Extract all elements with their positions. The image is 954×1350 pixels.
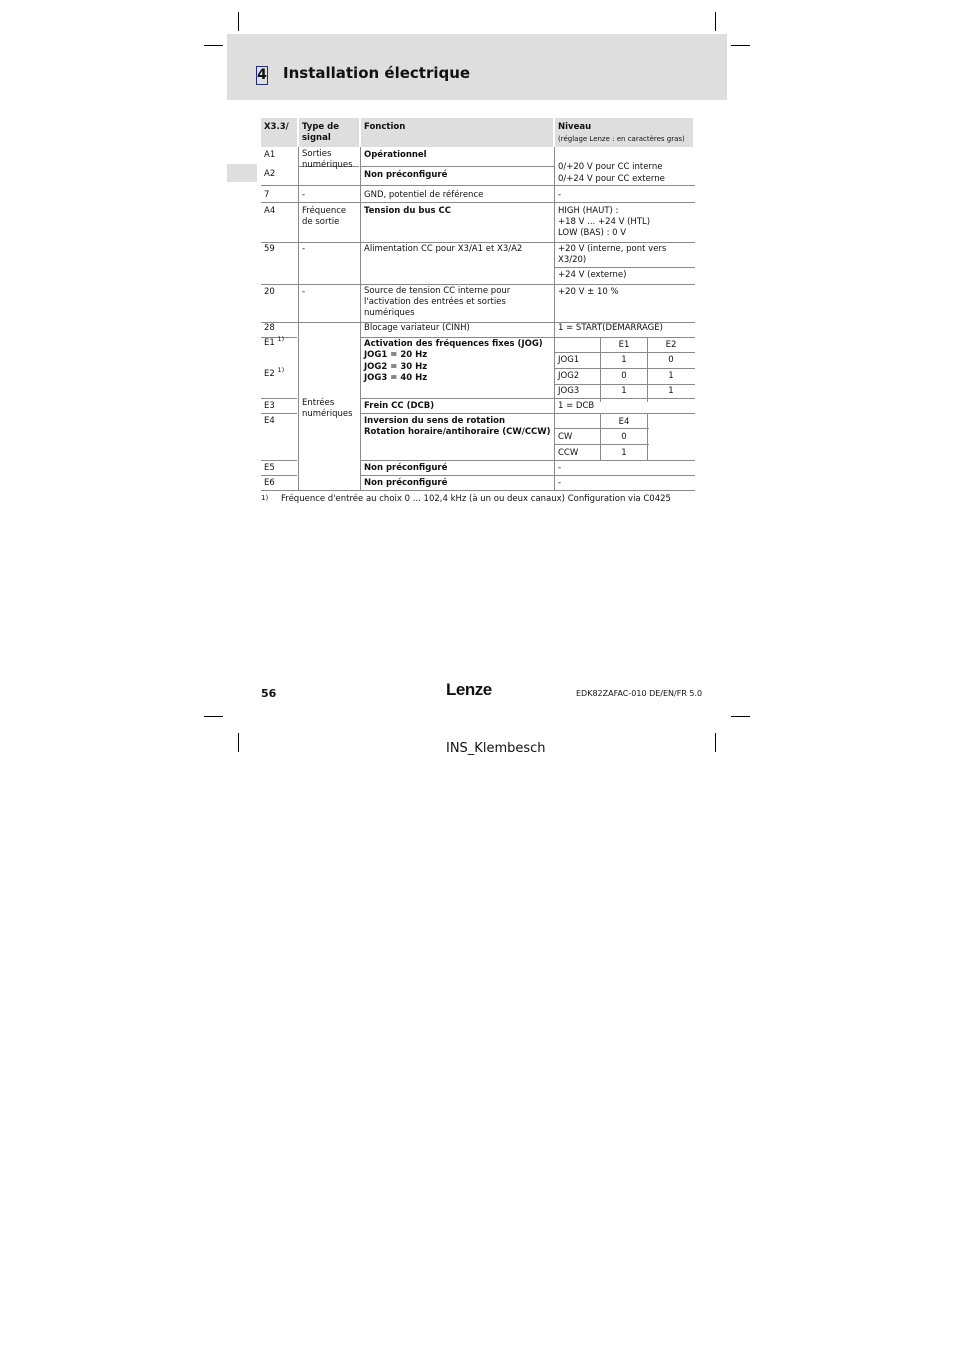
function-cell: Inversion du sens de rotation — [364, 416, 506, 426]
column-header-terminal: X3.3/ — [264, 122, 289, 132]
function-cell: JOG2 = 30 Hz — [364, 362, 428, 372]
function-cell: GND, potentiel de référence — [364, 190, 484, 200]
row-rule — [261, 398, 297, 399]
function-cell: JOG1 = 20 Hz — [364, 350, 428, 360]
row-rule — [261, 202, 695, 203]
signal-type-cell: Fréquence de sortie — [302, 206, 347, 227]
page-number: 56 — [261, 687, 277, 700]
level-cell: +20 V (interne, pont vers X3/20) — [558, 244, 667, 265]
function-cell: Activation des fréquences fixes (JOG) — [364, 339, 543, 349]
footnote-ref: 1) — [277, 335, 285, 344]
function-cell: Rotation horaire/antihoraire (CW/CCW) — [364, 427, 551, 437]
crop-mark — [238, 733, 239, 752]
terminal-cell: E4 — [264, 416, 275, 426]
function-cell: Non préconfiguré — [364, 478, 448, 488]
jog-row-label: JOG3 — [558, 386, 580, 396]
function-cell: Frein CC (DCB) — [364, 401, 435, 411]
terminal-cell: A4 — [264, 206, 276, 216]
column-header-level-note: (réglage Lenze : en caractères gras) — [558, 135, 685, 143]
function-cell: Non préconfiguré — [364, 463, 448, 473]
column-header-level: Niveau — [558, 122, 592, 132]
crop-mark — [731, 45, 750, 46]
crop-mark — [715, 12, 716, 31]
direction-row-label: CW — [558, 432, 573, 442]
jog-row-label: JOG2 — [558, 371, 580, 381]
level-cell: 0/+20 V pour CC interne — [558, 162, 663, 172]
row-rule — [261, 475, 297, 476]
row-rule — [555, 352, 695, 353]
row-rule — [361, 460, 695, 461]
signal-type-cell: Entrées numériques — [302, 398, 353, 419]
column-divider — [647, 414, 648, 461]
row-rule — [261, 490, 695, 491]
crop-mark — [731, 716, 750, 717]
signal-type-cell: - — [302, 190, 306, 200]
direction-header-e4: E4 — [618, 417, 630, 427]
lenze-logo: Lenze — [446, 680, 492, 699]
signal-type-cell: - — [302, 244, 306, 254]
column-header-signal-type: Type de signal — [302, 122, 339, 143]
row-rule — [555, 428, 649, 429]
jog-header-e2: E2 — [665, 340, 677, 350]
row-rule — [361, 398, 695, 399]
terminal-cell: E5 — [264, 463, 275, 473]
jog-row-label: JOG1 — [558, 355, 580, 365]
terminal-cell: 28 — [264, 323, 275, 333]
crop-mark — [204, 45, 223, 46]
terminal-cell: 7 — [264, 190, 270, 200]
row-rule — [555, 267, 695, 268]
document-reference: EDK82ZAFAC-010 DE/EN/FR 5.0 — [576, 689, 703, 698]
level-cell: HIGH (HAUT) : — [558, 206, 619, 216]
row-rule — [261, 185, 695, 186]
row-rule — [361, 475, 695, 476]
direction-value: 0 — [621, 432, 627, 442]
bottom-label: INS_Klembesch — [446, 741, 546, 756]
jog-header-e1: E1 — [618, 340, 630, 350]
function-cell: Source de tension CC interne pour l'activation des entrées et sorties numériques — [364, 286, 511, 318]
terminal-cell: 59 — [264, 244, 275, 254]
function-cell: JOG3 = 40 Hz — [364, 373, 428, 383]
side-tab — [227, 164, 257, 182]
terminal-cell: A1 — [264, 150, 276, 160]
footnote-mark: 1) — [261, 494, 269, 502]
jog-value: 1 — [668, 386, 674, 396]
terminal-cell: E3 — [264, 401, 275, 411]
chapter-title: Installation électrique — [283, 64, 471, 82]
row-rule — [361, 337, 695, 338]
function-cell: Tension du bus CC — [364, 206, 452, 216]
terminal-cell: A2 — [264, 169, 276, 179]
row-rule — [261, 460, 297, 461]
row-rule — [261, 413, 297, 414]
level-cell: +20 V ± 10 % — [558, 287, 619, 297]
row-rule — [555, 384, 695, 385]
direction-value: 1 — [621, 448, 627, 458]
level-cell: 1 = DCB — [558, 401, 595, 411]
level-cell: 1 = START(DEMARRAGE) — [558, 323, 663, 333]
crop-mark — [204, 716, 223, 717]
jog-value: 0 — [621, 371, 627, 381]
row-rule — [261, 284, 695, 285]
footnote-text: Fréquence d'entrée au choix 0 ... 102,4 kHz (à un ou deux canaux) Configuration via C0425 — [281, 494, 671, 504]
level-cell: - — [558, 463, 562, 473]
terminal-label: E1 — [264, 338, 275, 348]
terminal-cell — [261, 366, 287, 380]
terminal-label: E2 — [264, 369, 275, 379]
terminal-cell: E6 — [264, 478, 275, 488]
signal-type-cell: - — [302, 287, 306, 297]
row-rule — [555, 368, 695, 369]
function-cell: Alimentation CC pour X3/A1 et X3/A2 — [364, 244, 523, 254]
direction-row-label: CCW — [558, 448, 579, 458]
column-header-function: Fonction — [364, 122, 406, 132]
level-cell: +24 V (externe) — [558, 270, 627, 280]
row-rule — [361, 166, 555, 167]
terminal-cell: 20 — [264, 287, 275, 297]
signal-type-cell: Sorties numériques — [302, 149, 353, 170]
level-cell: - — [558, 478, 562, 488]
jog-value: 1 — [621, 355, 627, 365]
terminal-cell — [261, 335, 287, 349]
level-cell: LOW (BAS) : 0 V — [558, 228, 627, 238]
row-rule — [555, 444, 649, 445]
function-cell: Non préconfiguré — [364, 170, 448, 180]
jog-value: 1 — [668, 371, 674, 381]
row-rule — [361, 413, 695, 414]
chapter-number: 4 — [257, 67, 267, 83]
level-cell: +18 V ... +24 V (HTL) — [558, 217, 651, 227]
function-cell: Blocage variateur (CINH) — [364, 323, 470, 333]
level-cell: 0/+24 V pour CC externe — [558, 174, 665, 184]
row-rule — [261, 242, 695, 243]
crop-mark — [715, 733, 716, 752]
function-cell: Opérationnel — [364, 150, 427, 160]
footnote-ref: 1) — [277, 366, 285, 375]
jog-value: 0 — [668, 355, 674, 365]
level-cell: - — [558, 190, 562, 200]
crop-mark — [238, 12, 239, 31]
jog-value: 1 — [621, 386, 627, 396]
